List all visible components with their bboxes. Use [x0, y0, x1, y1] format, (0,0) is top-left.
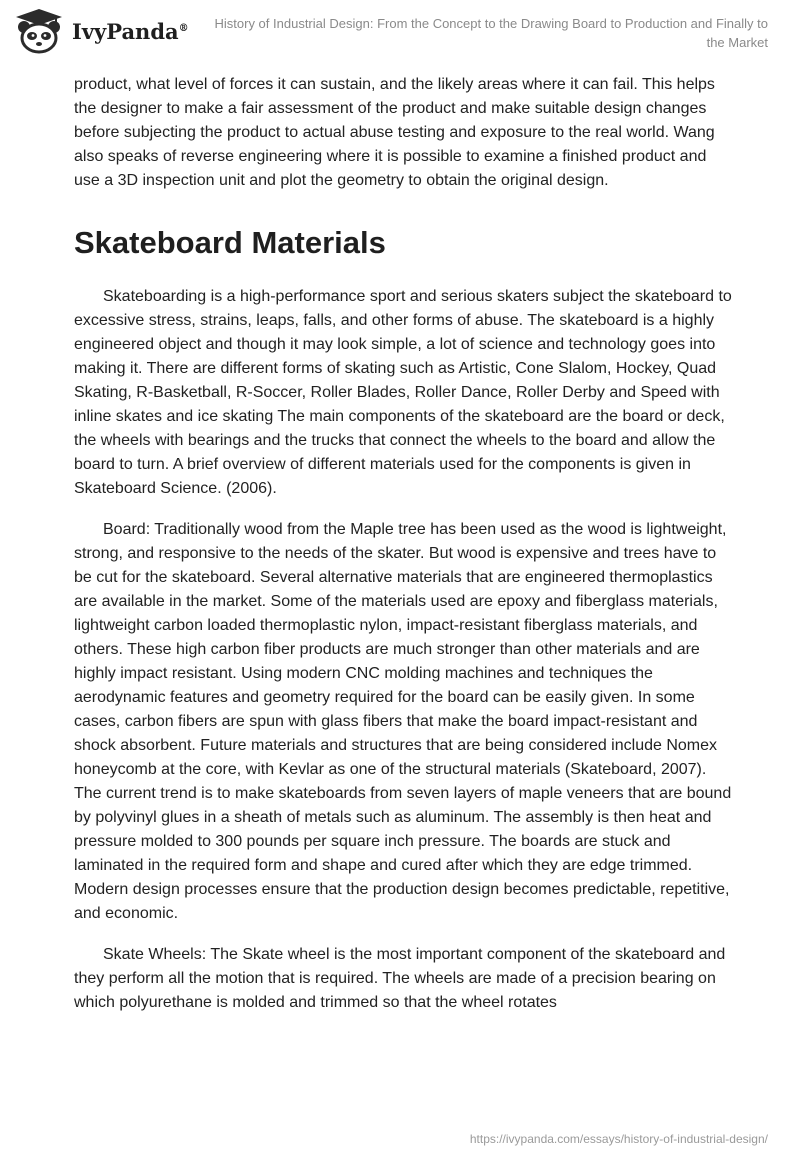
- source-url[interactable]: https://ivypanda.com/essays/history-of-industrial-design/: [469, 1132, 768, 1146]
- document-title: History of Industrial Design: From the Concept to the Drawing Board to Production and Finally to the Market: [214, 16, 768, 50]
- paragraph-skate-wheels: Skate Wheels: The Skate wheel is the most important component of the skateboard and they perform all the motion that is required. The wheels are made of a precision bearing on which polyurethane is molded and trimmed so that the wheel rotates: [74, 946, 726, 1011]
- essay-body: [74, 73, 734, 1015]
- panda-graduate-icon: [14, 8, 64, 54]
- brand-name: IvyPanda®: [72, 19, 189, 44]
- paragraph-continuation: product, what level of forces it can sustain, and the likely areas where it can fail. This helps the designer to make a fair assessment of the product and make suitable design changes before subjecting the product to actual abuse testing and exposure to the real world. Wang also speaks of reverse engineering where it is possible to examine a finished product and use a 3D inspection unit and plot the geometry to obtain the original design.: [74, 76, 715, 189]
- paragraph-skateboarding: Skateboarding is a high-performance sport and serious skaters subject the skateboard to excessive stress, strains, leaps, falls, and other forms of abuse. The skateboard is a highly engineered object and though it may look simple, a lot of science and technology goes into making it. There are different forms of skating such as Artistic, Cone Slalom, Hockey, Quad Skating, R-Basketball, R-Soccer, Roller Blades, Roller Dance, Roller Derby and Speed with inline skates and ice skating The main components of the skateboard are the board or deck, the wheels with bearings and the trucks that connect the wheels to the board and allow the board to turn. A brief overview of different materials used for the components is given in Skateboard Science. (2006).: [74, 288, 732, 497]
- page-header: [0, 0, 800, 62]
- brand-logo[interactable]: [14, 8, 204, 54]
- section-heading: Skateboard Materials: [74, 225, 386, 260]
- paragraph-board: Board: Traditionally wood from the Maple tree has been used as the wood is lightweight, strong, and responsive to the needs of the skater. But wood is expensive and trees have to be cut for the skateboard. Several alternative materials that are engineered thermoplastics are available in the market. Some of the materials used are epoxy and fiberglass materials, lightweight carbon loaded thermoplastic nylon, impact-resistant fiberglass materials, and others. These high carbon fiber products are much stronger than other materials and are highly impact resistant. Using modern CNC molding machines and techniques the aerodynamic features and geometry required for the board can be easily given. In some cases, carbon fibers are spun with glass fibers that make the board impact-resistant and shock absorbent. Future materials and structures that are being considered include Nomex honeycomb at the core, with Kevlar as one of the structural materials (Skateboard, 2007). The current trend is to make skateboards from seven layers of maple veneers that are bound by polyvinyl glues in a sheath of metals such as aluminum. The assembly is then heat and pressure molded to 300 pounds per square inch pressure. The boards are stuck and laminated in the required form and shape and cured after which they are edge trimmed. Modern design processes ensure that the production design becomes predictable, repetitive, and economic.: [74, 521, 732, 922]
